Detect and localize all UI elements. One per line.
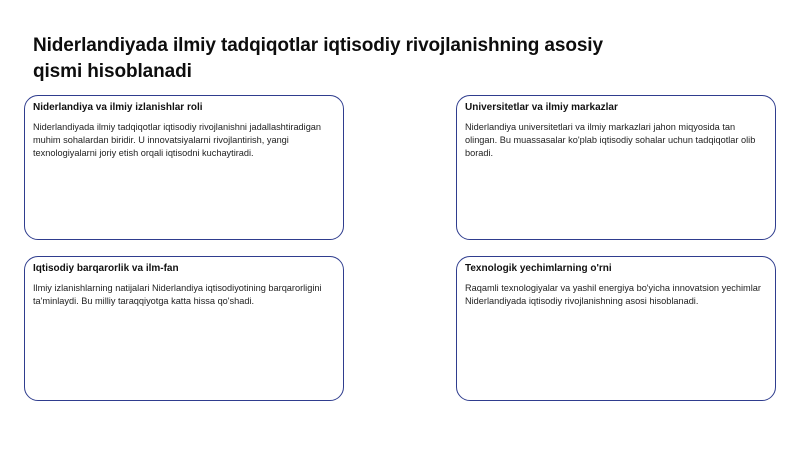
info-card-tech-solutions bbox=[456, 256, 776, 401]
card-body: Raqamli texnologiyalar va yashil energiya bo'yicha innovatsion yechimlar Niderlandiyada iqtisodiy rivojlanishning asosi hisoblanadi. bbox=[465, 283, 761, 307]
info-card-research-role bbox=[24, 95, 344, 240]
card-heading: Niderlandiya va ilmiy izlanishlar roli bbox=[33, 102, 203, 113]
info-card-economic-stability bbox=[24, 256, 344, 401]
card-body: Ilmiy izlanishlarning natijalari Niderlandiya iqtisodiyotining barqarorligini ta'minlaydi. Bu milliy taraqqiyotga katta hissa qo'shadi. bbox=[33, 283, 322, 307]
card-body: Niderlandiyada ilmiy tadqiqotlar iqtisodiy rivojlanishni jadallashtiradigan muhim sohalardan biridir. U innovatsiyalarni rivojlantirish, yangi texnologiyalarni joriy etish orqali iqtisodni kuchaytiradi. bbox=[33, 122, 322, 159]
card-body: Niderlandiya universitetlari va ilmiy markazlari jahon miqyosida tan olingan. Bu muassasalar ko'plab iqtisodiy sohalar uchun tadqiqotlar olib boradi. bbox=[465, 122, 756, 159]
card-heading: Iqtisodiy barqarorlik va ilm-fan bbox=[33, 263, 179, 274]
page-title: Niderlandiyada ilmiy tadqiqotlar iqtisodiy rivojlanishning asosiy qismi hisoblanadi bbox=[33, 35, 603, 82]
info-card-universities bbox=[456, 95, 776, 240]
card-heading: Universitetlar va ilmiy markazlar bbox=[465, 102, 618, 113]
card-heading: Texnologik yechimlarning o'rni bbox=[465, 263, 612, 274]
